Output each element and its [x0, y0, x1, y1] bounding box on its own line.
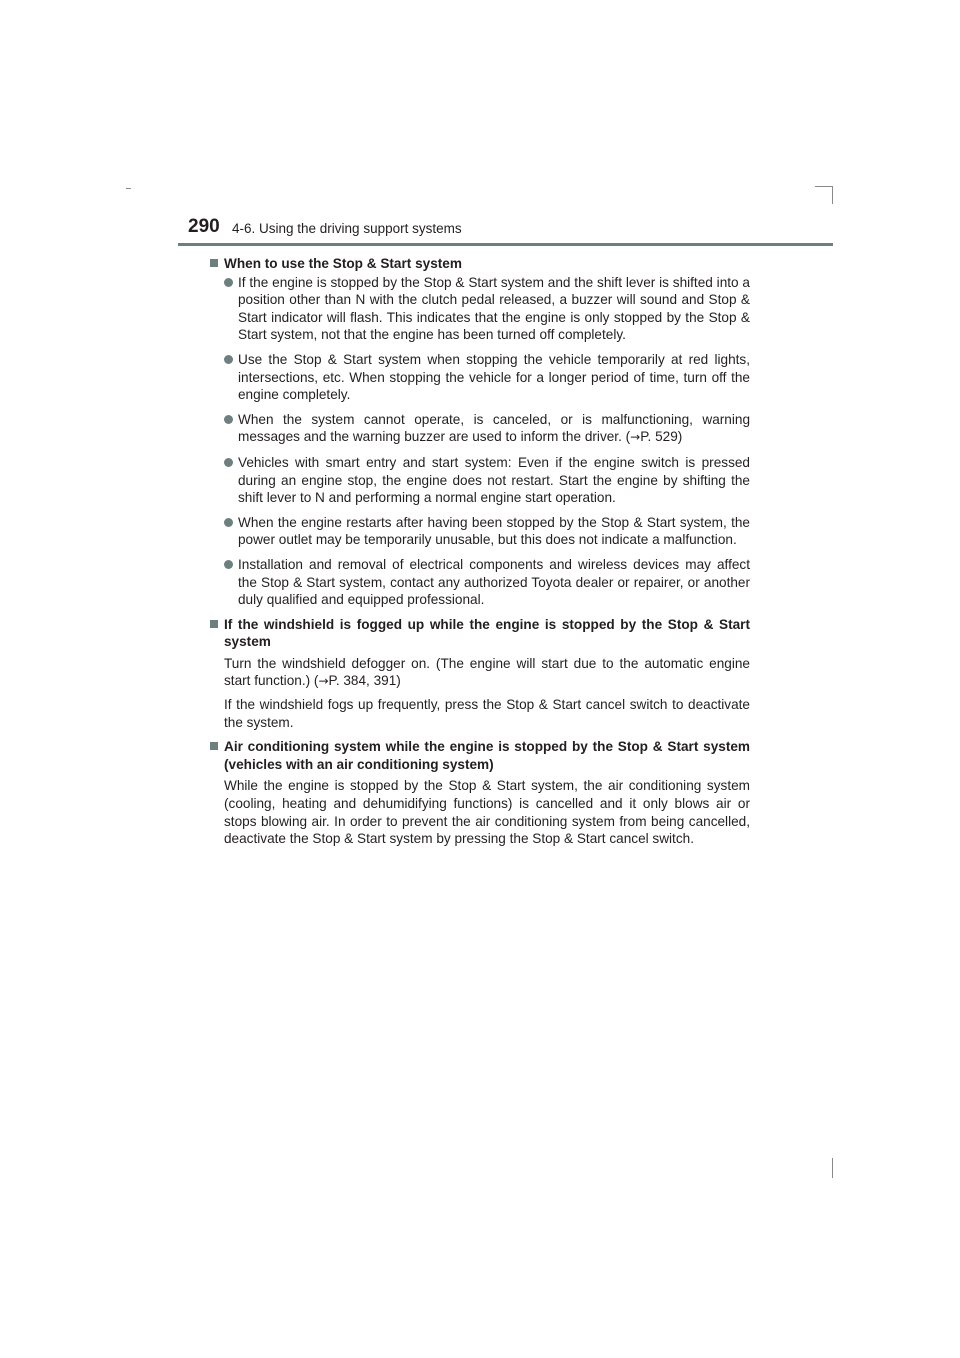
- round-bullet-icon: [224, 415, 233, 424]
- heading-text: Air conditioning system while the engine is stopped by the Stop & Start system (vehicles with an air conditioning system): [224, 739, 750, 772]
- crop-mark-top-right-horizontal: [815, 186, 833, 187]
- page-reference: P. 384, 391): [328, 673, 401, 689]
- bullet-text: If the engine is stopped by the Stop & Start system and the shift lever is shifted into a position other than N with the clutch pedal released, a buzzer will sound and Stop & Start indicator will flash. This indicates that the engine is only stopped by the Stop & Start system, not that the engine has been turned off completely.: [238, 274, 750, 343]
- manual-content: [210, 255, 750, 848]
- bullet-item: [210, 351, 750, 404]
- round-bullet-icon: [224, 458, 233, 467]
- crop-mark-top-left: [126, 188, 131, 189]
- bullet-text: Use the Stop & Start system when stopping the vehicle temporarily at red lights, intersections, etc. When stopping the vehicle for a longer period of time, turn off the engine completely.: [238, 351, 750, 403]
- arrow-icon: →: [318, 674, 329, 689]
- paragraph-text: If the windshield fogs up frequently, press the Stop & Start cancel switch to deactivate the system.: [224, 697, 750, 730]
- paragraph: [210, 777, 750, 847]
- section-heading: [210, 255, 750, 273]
- bullet-text: When the system cannot operate, is canceled, or is malfunctioning, warning messages and the warning buzzer are used to inform the driver. (: [238, 411, 750, 445]
- page-number: 290: [188, 216, 220, 237]
- paragraph: [210, 696, 750, 731]
- crop-mark-bottom-right: [832, 1158, 833, 1178]
- round-bullet-icon: [224, 560, 233, 569]
- section-heading: [210, 738, 750, 773]
- crop-mark-top-right-vertical: [832, 186, 833, 204]
- page-reference: P. 529): [640, 429, 683, 445]
- square-bullet-icon: [210, 620, 218, 628]
- round-bullet-icon: [224, 355, 233, 364]
- arrow-icon: →: [630, 430, 641, 445]
- heading-text: If the windshield is fogged up while the engine is stopped by the Stop & Start system: [224, 616, 750, 650]
- paragraph-text: While the engine is stopped by the Stop & Start system, the air conditioning system (cooling, heating and dehumidifying functions) is cancelled and it only blows air or stops blowing air. In order to prevent the air conditioning system from being cancelled, deactivate the Stop & Start system by pressing the Stop & Start cancel switch.: [224, 778, 750, 847]
- header-rule: [178, 243, 833, 246]
- bullet-item: [210, 556, 750, 609]
- section-title: 4-6. Using the driving support systems: [232, 221, 462, 236]
- bullet-text: Installation and removal of electrical components and wireless devices may affect the Stop & Start system, contact any authorized Toyota dealer or repairer, or another duly qualified and equipped professional.: [238, 556, 750, 608]
- bullet-item: [210, 411, 750, 447]
- paragraph-text: Turn the windshield defogger on. (The engine will start due to the automatic engine start function.) (: [224, 655, 750, 689]
- bullet-text: When the engine restarts after having been stopped by the Stop & Start system, the power outlet may be temporarily unusable, but this does not indicate a malfunction.: [238, 514, 750, 548]
- round-bullet-icon: [224, 278, 233, 287]
- bullet-item: [210, 274, 750, 344]
- square-bullet-icon: [210, 742, 218, 750]
- paragraph: [210, 655, 750, 691]
- bullet-text: Vehicles with smart entry and start system: Even if the engine switch is pressed during an engine stop, the engine does not restart. Start the engine by shifting the shift lever to N and performing a normal engine start operation.: [238, 454, 750, 506]
- heading-text: When to use the Stop & Start system: [224, 256, 462, 271]
- bullet-item: [210, 514, 750, 549]
- bullet-item: [210, 454, 750, 507]
- section-heading: [210, 616, 750, 651]
- square-bullet-icon: [210, 259, 218, 267]
- round-bullet-icon: [224, 518, 233, 527]
